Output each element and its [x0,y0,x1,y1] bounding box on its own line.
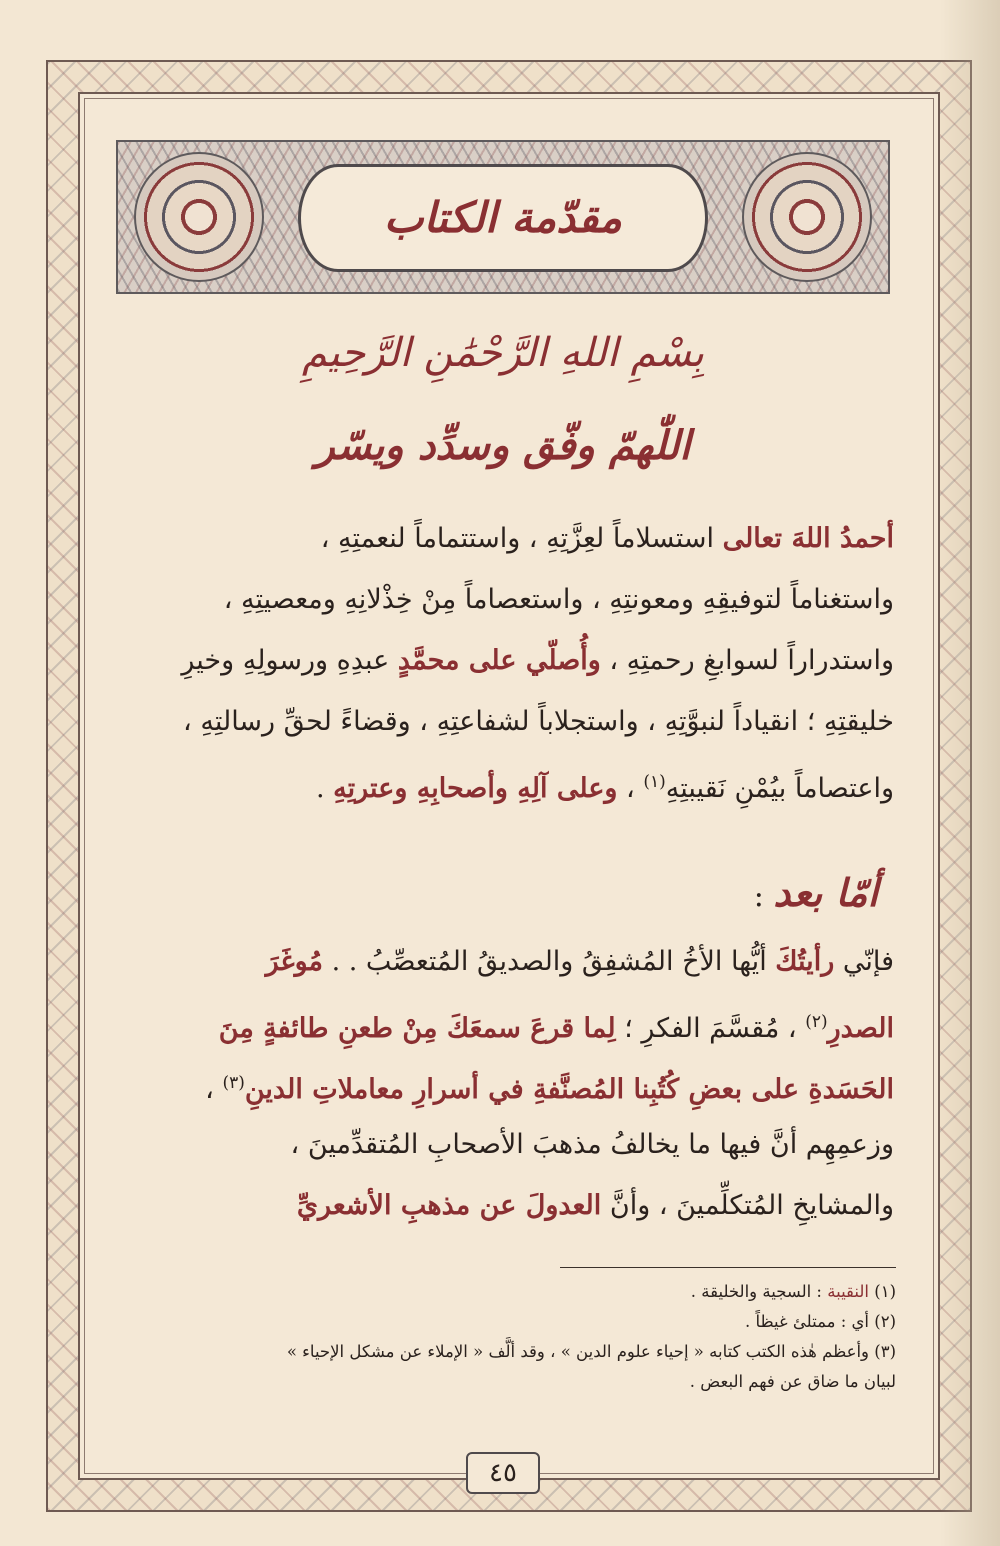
title-banner [116,140,890,294]
rosette-ornament-right [742,152,872,282]
basmala: بِسْمِ اللهِ الرَّحْمَٰنِ الرَّحِيمِ [301,330,705,376]
text-segment: استسلاماً لعِزَّتِهِ ، واستتماماً لنعمتِهِ ، [320,523,723,554]
footnote-line [116,1367,896,1397]
amma-baad-label: أمّا بعد [773,870,878,915]
text-line [116,930,894,991]
page-number: ٤٥ [489,1458,517,1488]
rosette-ornament-left [134,152,264,282]
text-line [116,991,894,1052]
text-segment: عبدِهِ ورسولِهِ وخيرِ [181,645,398,676]
footnote-line [116,1277,896,1307]
text-line [116,630,894,691]
text-segment: ، مُقسَّمَ الفكرِ ؛ [615,1013,806,1044]
text-segment: والمشايخِ المُتكلِّمينَ ، وأنَّ [601,1190,894,1221]
text-segment: ، [617,773,644,804]
highlighted-text: الصدرِ [827,1013,894,1044]
text-segment: واعتصاماً بيُمْنِ نَقيبتِهِ [665,773,894,804]
text-segment: وزعمِهِم أنَّ فيها ما يخالفُ مذهبَ الأصحابِ المُتقدِّمينَ ، [290,1129,894,1160]
page-edge-shadow [940,0,1000,1546]
footnote-line [116,1307,896,1337]
title-cartouche [298,164,708,272]
text-line [116,1113,894,1174]
highlighted-text: مُوغَرَ [265,946,324,977]
footnote-line [116,1337,896,1367]
highlighted-text: وعلى آلِهِ وأصحابِهِ وعترتِهِ [333,773,618,804]
text-segment: لبيان ما ضاق عن فهم البعض . [689,1372,896,1391]
text-segment: ، [205,1074,223,1105]
text-segment: خليقتِهِ ؛ انقياداً لنبوَّتِهِ ، واستجلاباً لشفاعتِهِ ، وقضاءً لحقِّ رسالتِهِ ، [183,706,894,737]
highlighted-text: العدولَ عن مذهبِ الأشعريِّ [296,1190,602,1221]
highlighted-text: رأيتُكَ [775,946,835,977]
text-segment: واستغناماً لتوفيقِهِ ومعونتِهِ ، واستعصاماً مِنْ خِذْلانِهِ ومعصيتِهِ ، [223,584,894,615]
text-segment: فإنّي [834,946,894,977]
text-line [116,752,894,813]
text-segment: . [316,773,334,804]
text-segment: : السجية والخليقة . [690,1282,828,1301]
footnote-marker: (١) [643,772,666,792]
footnotes [116,1277,896,1397]
page-number-box [466,1452,540,1494]
chapter-title: مقدّمة الكتاب [383,193,623,242]
text-segment: أيُّها الأخُ المُشفِقُ والصديقُ المُتعصِّبُ . . [323,946,776,977]
footnote-marker: (٢) [805,1012,828,1032]
amma-baad-heading [754,870,878,915]
main-paragraph [116,930,894,1235]
text-line [116,1174,894,1235]
amma-baad-colon: : [753,879,774,914]
intro-paragraph [116,508,894,813]
text-segment: (٢) أي : ممتلئ غيظاً . [744,1312,896,1331]
text-line [116,569,894,630]
text-line [116,1052,894,1113]
text-segment: واستدراراً لسوابغِ رحمتِهِ ، [600,645,894,676]
text-segment: (١) [869,1282,896,1301]
highlighted-text: النقيبة [827,1282,869,1301]
text-segment: (٣) وأعظم هٰذه الكتب كتابه « إحياء علوم الدين » ، وقد ألَّف « الإملاء عن مشكل الإحياء » [286,1342,896,1361]
text-line [116,691,894,752]
text-line [116,508,894,569]
footnote-separator [560,1267,896,1268]
opening-supplication: اللّٰهمّ وفّق وسدِّد ويسّر [315,422,691,469]
highlighted-text: لِما قرعَ سمعَكَ مِنْ طعنِ طائفةٍ مِنَ [218,1013,616,1044]
footnote-marker: (٣) [222,1073,245,1093]
highlighted-text: الحَسَدةِ على بعضِ كُتُبِنا المُصنَّفةِ في أسرارِ معاملاتِ الدينِ [244,1074,894,1105]
highlighted-text: وأُصلّي على محمَّدٍ [397,645,601,676]
highlighted-text: أحمدُ اللهَ تعالى [722,523,894,554]
